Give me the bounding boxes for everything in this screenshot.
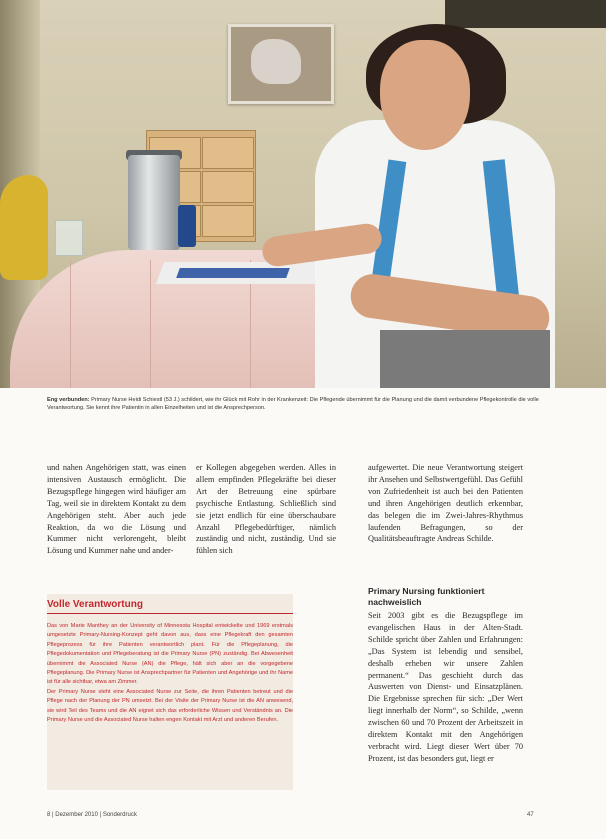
tablecloth-fold [150,260,151,388]
caption-lead: Eng verbunden: [47,397,90,403]
paragraph: Seit 2003 gibt es die Bezugspflege im evangelischen Haus in der Alten-Stadt. Schilde spricht über Zahlen und Erfahrungen: „Das System ist lebendig und sensibel, deshalb erheben wir unsere Zahlen permanent.“ Das geschieht durch das Auswerten von Dienst- und Einsatzplänen. Die Ergebnisse sprechen für sich: „Der Wert liegt innerhalb der Norm“, so Schilde, „wenn zwischen 60 und 70 Prozent der Arbeitszeit in direktem Kontakt mit den Angehörigen verbracht wird. Liegt dieser Wert über 70 Prozent, ist das besonders gut, liegt er [368,611,523,763]
paragraph: und nahen Angehörigen statt, was einen intensiven Austausch ermöglicht. Die Bezugspflege hingegen wird häufiger am Tag, weil sie in direktem Kontakt zu dem Angehörigen steht. Aber auch jede Reaktion, da wo die Lösung und Kummer nicht verlorengeht, bleibt Lösung und Kummer nahe und ander- [47,463,186,556]
water-glass [55,220,83,256]
body-column-2 [196,462,336,557]
yellow-chair [0,175,48,280]
nurse-face [380,40,470,150]
blue-bottle [178,205,196,247]
subheading: Primary Nursing funktioniert nachweislich [368,586,485,607]
footer-issue: 8 | Dezember 2010 | Sonderdruck [47,812,137,818]
body-column-3 [368,462,523,545]
wall-picture-frame [445,0,606,28]
body-column-3-continued [368,610,523,765]
body-column-1 [47,462,186,557]
info-box-paragraph: Das von Marie Manthey an der University of Minnesota Hospital entwickelte und 1969 erstmals umgesetzte Primary-Nursing-Konzept geht davon aus, dass eine Pflegekraft den gesamten Pflegeprozess für ihre Patienten verantwortlich plant. Für die Pflegeplanung, die Pflegedokumentation und Pflegeberatung ist die Primary Nurse (PN) zuständig. Bei Abwesenheit übernimmt die Associated Nurse (AN) die Pflege, hält sich aber an die vorgegebene Pflegeplanung. Die Primary Nurse ist Ansprechpartner für Patienten und Angehörige und ihr Name ist für alle sichtbar, etwa am Zimmer. [47,623,293,686]
paragraph: er Kollegen abgegeben werden. Alles in allem empfinden Pflegekräfte bei dieser Art der Betreuung eine spürbare psychische Entlastung. Schließlich sind sie jetzt endlich für eine überschaubare Anzahl Pflegebedürftiger, nämlich zuständig und nicht, zuständig. Und sie fühlen sich [196,463,336,556]
glass-jar [128,155,180,250]
article-photo [0,0,606,388]
tablecloth-fold [70,260,71,388]
info-box-text [47,622,293,725]
nurse-trousers [380,330,550,388]
photo-caption [47,396,555,412]
blue-folder [176,268,290,278]
page-number: 47 [527,812,534,818]
info-box-paragraph: Der Primary Nurse steht eine Associated Nurse zur Seite, die ihren Patienten betreut und die Pflege nach der Planung der PN umsetzt. Bei der Visite der Primary Nurse ist die AN anwesend, sie wird Teil des Teams und die AN eignet sich das erforderliche Wissen und Verständnis an. Die Primary Nurse und die Associated Nurse halten engen Kontakt mit Arzt und anderen Berufen. [47,688,293,724]
info-box-rule [47,613,293,614]
paragraph: aufgewertet. Die neue Verantwortung steigert ihr Ansehen und Selbstwertgefühl. Das Gefühl von Zufriedenheit ist auch bei den Patienten und ihren Angehörigen deutlich erkennbar, das belegen die im Zwei-Jahres-Rhythmus laufenden Befragungen, so der Qualitätsbeauftragte Andreas Schilde. [368,463,523,544]
wall-photo-frame [228,24,334,104]
caption-text: Primary Nurse Heidi Schiestl (53 J.) schildert, wie ihr Glück mit Rohr in der Krankenzeit: Die Pflegende übernimmt für die Planung und die damit verbundene Pflegekontrolle die volle Verantwortung. Sie kennt ihre Patientin in allen Einzelheiten und ist die Ansprechperson. [47,397,539,411]
info-box-title: Volle Verantwortung [47,599,143,610]
